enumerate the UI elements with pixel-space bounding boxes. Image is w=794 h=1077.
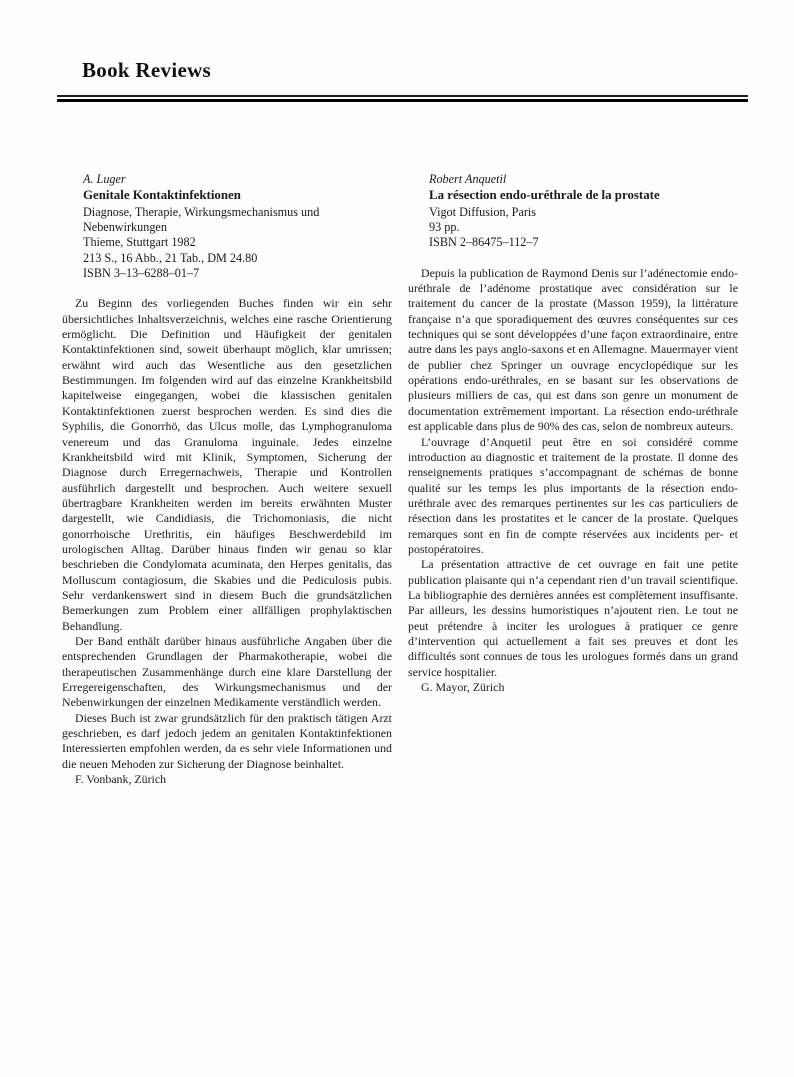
book-publisher: Thieme, Stuttgart 1982: [83, 235, 196, 250]
book-header: [408, 172, 738, 251]
book-isbn: ISBN 3–13–6288–01–7: [83, 266, 200, 281]
header-rule-thin-line: [57, 95, 748, 97]
review-paragraph-1: Zu Beginn des vorliegenden Buches finden wir ein sehr übersichtliches Inhaltsverzeichnis, welches eine rasche Orientierung ermöglicht. Die Definition und Häufigkeit der genitalen Kontaktinfektionen sind, soweit überhaupt möglich, klar umrissen; erwähnt wird auch das Wesentliche aus den gesetzlichen Bestimmungen. Im folgenden wird auf das einzelne Krankheitsbild kapitelweise eingegangen, wobei die klassischen genitalen Kontaktinfektionen zuerst besprochen werden. Es sind dies die Syphilis, die Gonorrhö, das Ulcus molle, das Lymphogranuloma venereum und das Granuloma inguinale. Jedes einzelne Krankheitsbild wird mit Klinik, Symptomen, Sicherung der Diagnose durch Erregernachweis, Therapie und Kontrollen ausführlich dargestellt und besprochen. Auch weitere sexuell übertragbare Krankheiten werden im bereits erwähnten Muster dargestellt, wie Candidiasis, die Trichomoniasis, die nicht gonorrhoische Urethritis, ein häufiges Beschwerdebild im urologischen Alltag. Darüber hinaus finden wir genau so klar beschrieben die Condylomata acuminata, den Herpes genitalis, das Molluscum contagiosum, die Skabies und die Pediculosis pubis. Sehr verdankenswert sind in diesem Buch die grundsätzlichen Bemerkungen zum Problem einer allfälligen prophylaktischen Behandlung.: [62, 296, 392, 633]
book-isbn: ISBN 2–86475–112–7: [429, 235, 539, 250]
book-title: La résection endo-uréthrale de la prostate: [429, 188, 660, 203]
reviewer-signature: G. Mayor, Zürich: [421, 680, 505, 694]
book-pages-price: 213 S., 16 Abb., 21 Tab., DM 24.80: [83, 250, 258, 265]
reviewer-signature: F. Vonbank, Zürich: [75, 772, 167, 787]
book-header: [62, 172, 392, 281]
review-columns: [62, 172, 738, 787]
review-paragraph-1: Depuis la publication de Raymond Denis sur l’adénectomie endo-uréthrale de l’adénome prostatique avec considération sur le traitement du cancer de la prostate (Masson 1959), la littérature française n’a que sporadiquement des œuvres conséquentes sur ces techniques qui se sont développées d’une façon extraordinaire, entre autre dans les pays anglo-saxons et en Allemagne. Mauermayer vient de publier chez Springer un ouvrage encyclopédique sur les opérations endo-uréthrales, en se basant sur les observations de plusieurs milliers de cas, qui est dans son genre un monument de documentation extrêmement important. La résection endo-uréthrale est applicable dans plus de 90% des cas, selon de nombreux auteurs.: [408, 265, 738, 434]
review-genitale-kontaktinfektionen: [62, 172, 392, 787]
header-rule-thick-line: [57, 99, 748, 102]
book-author: A. Luger: [83, 172, 126, 186]
review-la-resection-endo-urethrale: [408, 172, 738, 787]
review-paragraph-3: Dieses Buch ist zwar grundsätzlich für den praktisch tätigen Arzt geschrieben, es darf jedoch jedem an genitalen Kontaktinfektionen Interessierten empfohlen werden, da es sehr viele Informationen und die neuen Mehoden zur Sicherung der Diagnose beinhaltet.: [62, 710, 392, 771]
book-subtitle: Diagnose, Therapie, Wirkungsmechanismus und Nebenwirkungen: [83, 204, 320, 235]
book-author: Robert Anquetil: [429, 172, 507, 186]
book-publisher: Vigot Diffusion, Paris: [429, 204, 537, 219]
review-paragraph-2: L’ouvrage d’Anquetil peut être en soi considéré comme introduction au diagnostic et traitement de la prostate. Il donne des renseignements pratiques s’accompagnant de schémas de bonne qualité sur les temps les plus importants de la résection endo-uréthrale avec des remarques pertinentes sur les cas particuliers de résection dans les prostatites et le cancer de la prostate. Quelques remarques sont en fin de compte réservées aux incidents per- et postopératoires.: [408, 434, 738, 556]
book-title: Genitale Kontaktinfektionen: [83, 188, 241, 203]
header-rule: [57, 95, 748, 102]
review-paragraph-2: Der Band enthält darüber hinaus ausführliche Angaben über die entsprechenden Grundlagen der Pharmakotherapie, wobei die therapeutischen Zusammenhänge durch eine klare Darstellung der Erregereigenschaften, des Wirkungsmechanismus und der Nebenwirkungen der einzelnen Medikamente verständlich werden.: [62, 633, 392, 710]
page-title: Book Reviews: [82, 58, 212, 82]
review-paragraph-3: La présentation attractive de cet ouvrage en fait une petite publication plaisante qui n’a cependant rien d’un travail scientifique. La bibliographie des dernières années est complètement insuffisante. Par ailleurs, les dessins humoristiques n’ajoutent rien. Le tout ne peut prétendre à inciter les urologues à pratiquer ce genre d’intervention qui actuellement a fait ses preuves et dont les difficultés sont connues de tous les urologues formés dans un grand service hospitalier.: [408, 557, 738, 679]
book-pages: 93 pp.: [429, 220, 460, 235]
